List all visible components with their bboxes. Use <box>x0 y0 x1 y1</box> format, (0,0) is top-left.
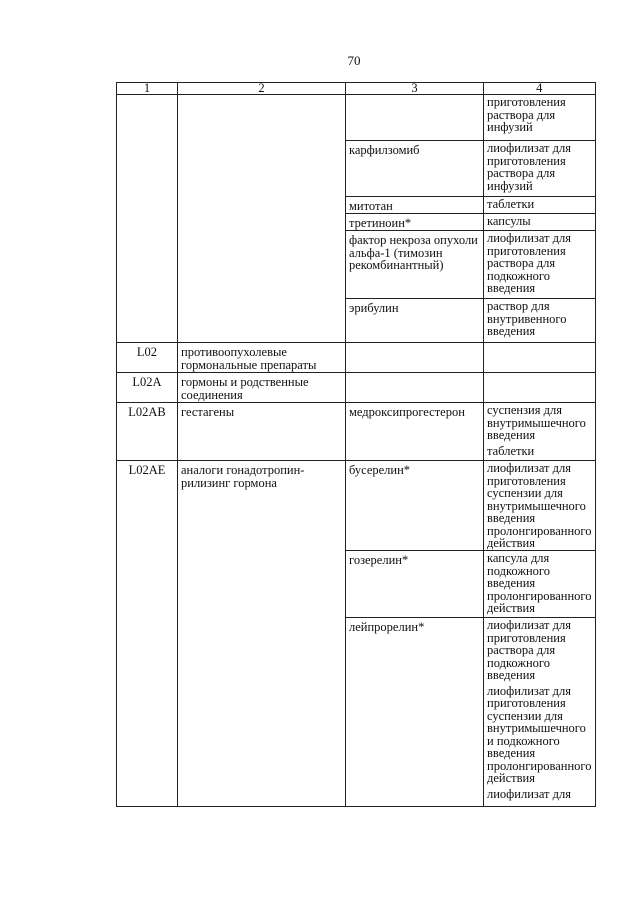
atc-code: L02AE <box>117 461 178 807</box>
atc-code: L02A <box>117 373 178 403</box>
page-number: 70 <box>347 53 361 68</box>
header-row <box>117 83 596 95</box>
drug-name: гозерелин* <box>346 551 484 618</box>
atc-code: L02 <box>117 343 178 373</box>
drug-cell-empty <box>346 95 484 141</box>
group-name: аналоги гонадотропин-рилизинг гормона <box>178 461 346 807</box>
table-row <box>117 343 596 373</box>
drug-name: карфилзомиб <box>346 141 484 197</box>
group-name: гестагены <box>178 403 346 461</box>
group-name: противоопухолевые гормональные препараты <box>178 343 346 373</box>
drug-cell-empty <box>346 343 484 373</box>
form-cell <box>484 618 596 807</box>
dosage-form: лиофилизат для <box>487 786 571 801</box>
table-row <box>117 403 596 461</box>
atc-code: L02AB <box>117 403 178 461</box>
form-cell: лиофилизат для приготовления раствора для подкожного введения <box>484 231 596 299</box>
drug-name: медроксипрогестерон <box>346 403 484 461</box>
drug-name: третиноин* <box>346 214 484 231</box>
table-row <box>117 95 596 141</box>
dosage-form: таблетки <box>487 443 535 458</box>
column-header-1: 1 <box>117 83 178 95</box>
form-cell: раствор для внутривенного введения <box>484 299 596 343</box>
form-cell: приготовления раствора для инфузий <box>484 95 596 141</box>
column-header-4: 4 <box>484 83 596 95</box>
drug-cell-empty <box>346 373 484 403</box>
dosage-form: суспензия для внутримышечного введения <box>487 403 586 442</box>
column-header-2: 2 <box>178 83 346 95</box>
dosage-form: лиофилизат для приготовления суспензии для внутримышечного и подкожного введения пролонгированного действия <box>487 683 592 785</box>
form-cell: капсулы <box>484 214 596 231</box>
dosage-form: лиофилизат для приготовления раствора для подкожного введения <box>487 618 571 682</box>
drug-table <box>116 82 596 807</box>
form-cell <box>484 403 596 461</box>
form-cell: лиофилизат для приготовления суспензии для внутримышечного введения пролонгированного действия <box>484 461 596 551</box>
form-cell: таблетки <box>484 197 596 214</box>
column-header-3: 3 <box>346 83 484 95</box>
drug-name: эрибулин <box>346 299 484 343</box>
drug-name: бусерелин* <box>346 461 484 551</box>
form-cell-empty <box>484 343 596 373</box>
code-cell-empty <box>117 95 178 343</box>
group-name: гормоны и родственные соединения <box>178 373 346 403</box>
drug-name: митотан <box>346 197 484 214</box>
form-cell: капсула для подкожного введения пролонгированного действия <box>484 551 596 618</box>
table-row <box>117 373 596 403</box>
name-cell-empty <box>178 95 346 343</box>
drug-name: фактор некроза опухоли альфа-1 (тимозин рекомбинантный) <box>346 231 484 299</box>
table-row <box>117 461 596 551</box>
form-cell: лиофилизат для приготовления раствора для инфузий <box>484 141 596 197</box>
drug-name: лейпрорелин* <box>346 618 484 807</box>
form-cell-empty <box>484 373 596 403</box>
